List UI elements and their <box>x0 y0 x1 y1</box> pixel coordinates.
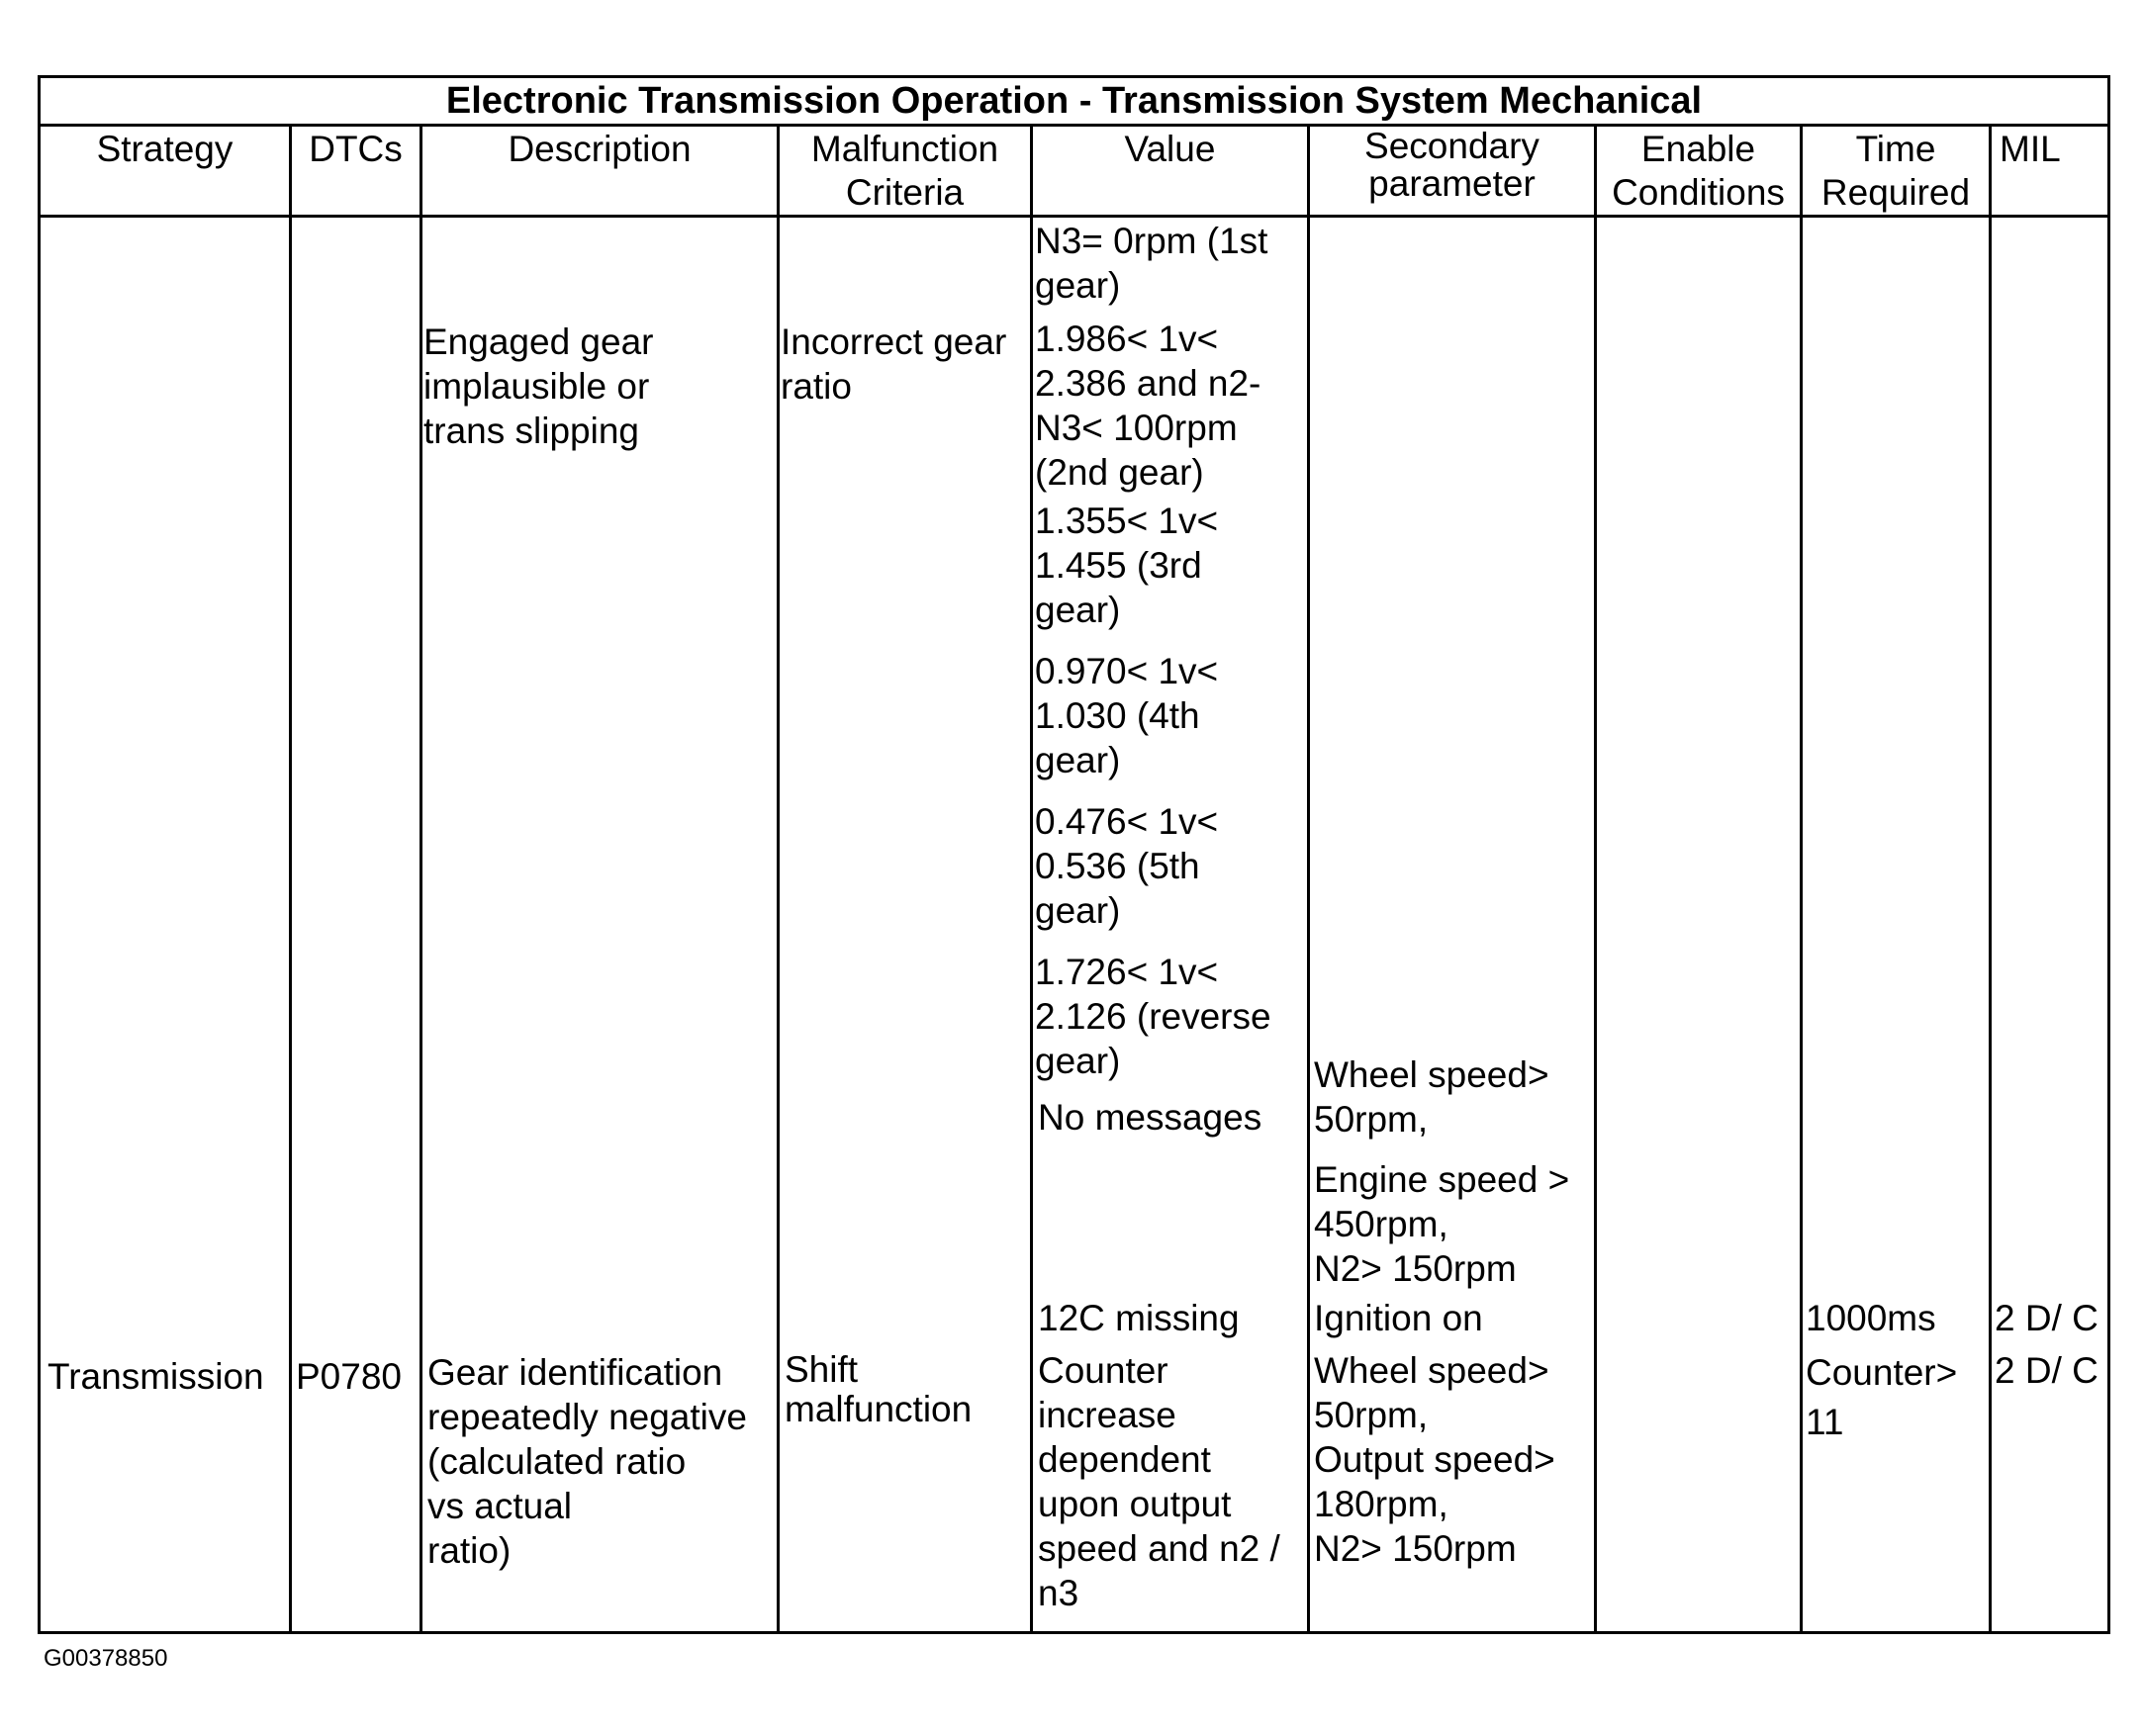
header-time-required: Time Required <box>1820 129 1971 213</box>
col-divider <box>1594 127 1597 1631</box>
description-engaged-gear: Engaged gear implausible or trans slipping <box>423 321 654 451</box>
spec-table <box>38 75 2110 1634</box>
value-reverse-gear: 1.726< 1v< 2.126 (reverse gear) <box>1035 952 1271 1081</box>
secondary-engine-speed: Engine speed > 450rpm, N2> 150rpm <box>1314 1159 1570 1289</box>
value-3rd-gear: 1.355< 1v< 1.455 (3rd gear) <box>1035 501 1219 630</box>
col-divider <box>777 127 780 1631</box>
col-divider <box>1800 127 1803 1631</box>
header-divider <box>41 215 2107 218</box>
value-12c-missing: 12C missing <box>1038 1298 1240 1338</box>
mil-value-2: 2 D/ C <box>1995 1350 2098 1391</box>
malfunction-shift: Shift malfunction <box>785 1349 973 1429</box>
dtc-code: P0780 <box>296 1356 402 1397</box>
col-divider <box>1989 127 1992 1631</box>
time-required-counter: Counter> 11 <box>1806 1352 1958 1442</box>
col-divider <box>289 127 292 1631</box>
col-divider <box>1307 127 1310 1631</box>
value-1st-gear: N3= 0rpm (1st gear) <box>1035 221 1268 306</box>
description-gear-identification: Gear identification repeatedly negative (calculated ratio vs actual ratio) <box>427 1352 747 1571</box>
col-divider <box>420 127 422 1631</box>
value-counter-increase: Counter increase dependent upon output speed and n2 / n3 <box>1038 1350 1280 1613</box>
strategy-transmission: Transmission <box>47 1356 264 1397</box>
mil-value-1: 2 D/ C <box>1995 1298 2098 1338</box>
secondary-wheel-speed-1: Wheel speed> 50rpm, <box>1314 1054 1549 1140</box>
header-value: Value <box>1124 129 1216 169</box>
secondary-ignition-on: Ignition on <box>1314 1298 1483 1338</box>
header-malfunction-criteria: Malfunction Criteria <box>810 129 999 213</box>
header-mil: MIL <box>2000 129 2061 169</box>
value-4th-gear: 0.970< 1v< 1.030 (4th gear) <box>1035 651 1219 780</box>
time-required-1000ms: 1000ms <box>1806 1298 1936 1338</box>
header-strategy: Strategy <box>96 129 233 169</box>
header-description: Description <box>508 129 692 169</box>
value-2nd-gear: 1.986< 1v< 2.386 and n2- N3< 100rpm (2nd gear) <box>1035 319 1261 493</box>
secondary-wheel-output-speed: Wheel speed> 50rpm, Output speed> 180rpm, N2> 150rpm <box>1314 1350 1555 1569</box>
figure-id: G00378850 <box>44 1645 168 1672</box>
header-enable-conditions: Enable Conditions <box>1612 129 1785 213</box>
value-no-messages: No messages <box>1038 1097 1262 1138</box>
malfunction-incorrect-gear-ratio: Incorrect gear ratio <box>781 321 1007 407</box>
col-divider <box>1030 127 1033 1631</box>
header-secondary-parameter: Secondary parameter <box>1364 126 1539 204</box>
value-5th-gear: 0.476< 1v< 0.536 (5th gear) <box>1035 801 1219 931</box>
header-dtcs: DTCs <box>309 129 403 169</box>
table-title: Electronic Transmission Operation - Transmission System Mechanical <box>41 78 2107 127</box>
